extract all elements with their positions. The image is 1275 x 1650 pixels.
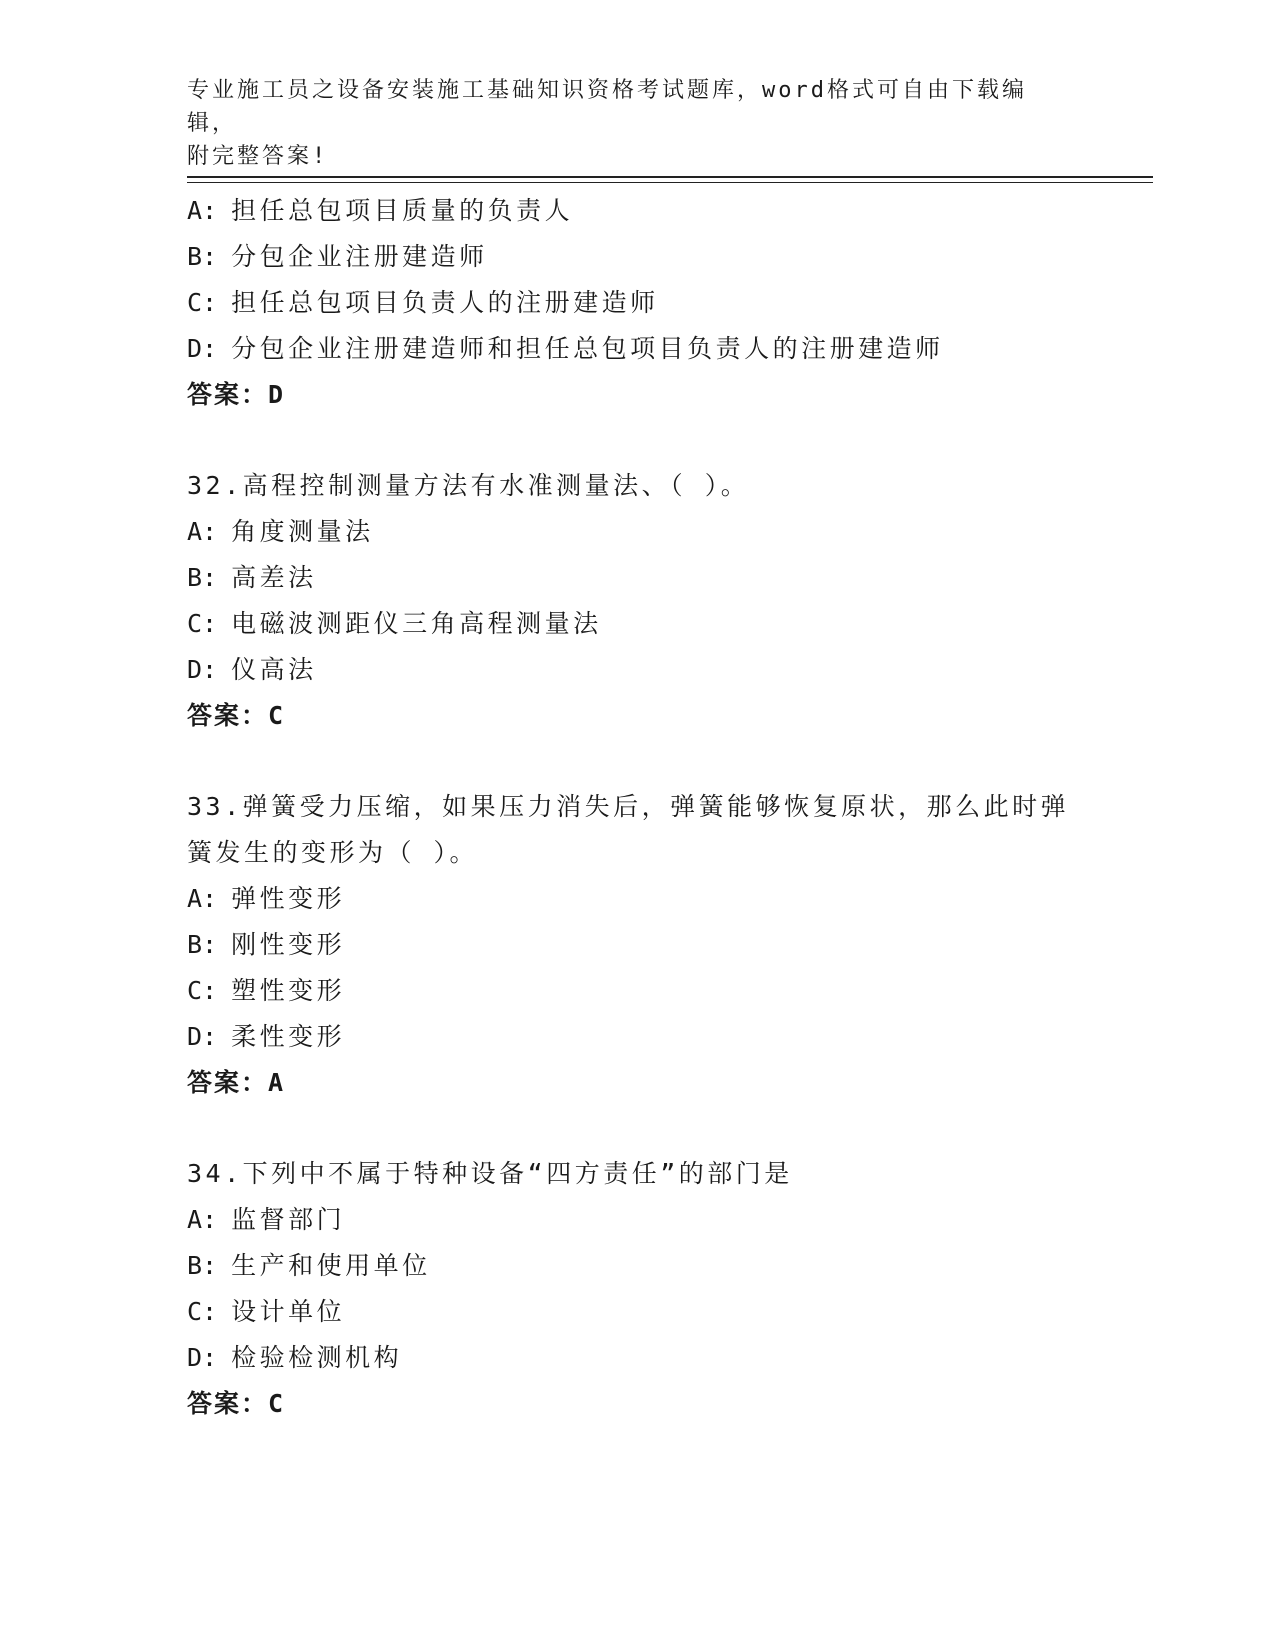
header-rule-thin <box>187 182 1153 183</box>
question-list <box>187 188 1087 1427</box>
option-a: A: 角度测量法 <box>187 517 374 546</box>
question-stem-line-1: 33.弹簧受力压缩，如果压力消失后，弹簧能够恢复原状，那么此时弹 <box>187 792 1070 821</box>
option-b: B: 刚性变形 <box>187 930 346 959</box>
question-33 <box>187 784 1087 1106</box>
option-d: D: 分包企业注册建造师和担任总包项目负责人的注册建造师 <box>187 334 944 363</box>
option-b: B: 生产和使用单位 <box>187 1251 431 1280</box>
header-rule-thick <box>187 176 1153 178</box>
question-stem: 32.高程控制测量方法有水准测量法、（ ）。 <box>187 471 750 500</box>
answer: 答案：C <box>187 1389 286 1418</box>
option-b: B: 高差法 <box>187 563 317 592</box>
header-line-1: 专业施工员之设备安装施工基础知识资格考试题库，word格式可自由下载编辑， <box>187 78 1027 136</box>
answer: 答案：A <box>187 1068 286 1097</box>
option-a: A: 弹性变形 <box>187 884 346 913</box>
option-d: D: 检验检测机构 <box>187 1343 403 1372</box>
document-header <box>187 74 1067 173</box>
option-c: C: 设计单位 <box>187 1297 346 1326</box>
question-stem: 34.下列中不属于特种设备“四方责任”的部门是 <box>187 1159 793 1188</box>
option-a: A: 担任总包项目质量的负责人 <box>187 196 574 225</box>
option-c: C: 电磁波测距仪三角高程测量法 <box>187 609 602 638</box>
header-line-2: 附完整答案! <box>187 144 329 169</box>
answer: 答案：D <box>187 380 286 409</box>
option-a: A: 监督部门 <box>187 1205 346 1234</box>
question-34 <box>187 1151 1087 1427</box>
option-c: C: 担任总包项目负责人的注册建造师 <box>187 288 659 317</box>
option-c: C: 塑性变形 <box>187 976 346 1005</box>
question-32 <box>187 463 1087 739</box>
option-d: D: 柔性变形 <box>187 1022 346 1051</box>
option-d: D: 仪高法 <box>187 655 317 684</box>
option-b: B: 分包企业注册建造师 <box>187 242 488 271</box>
question-31-partial <box>187 188 1087 418</box>
question-stem-line-2: 簧发生的变形为（ ）。 <box>187 838 479 867</box>
answer: 答案：C <box>187 701 286 730</box>
